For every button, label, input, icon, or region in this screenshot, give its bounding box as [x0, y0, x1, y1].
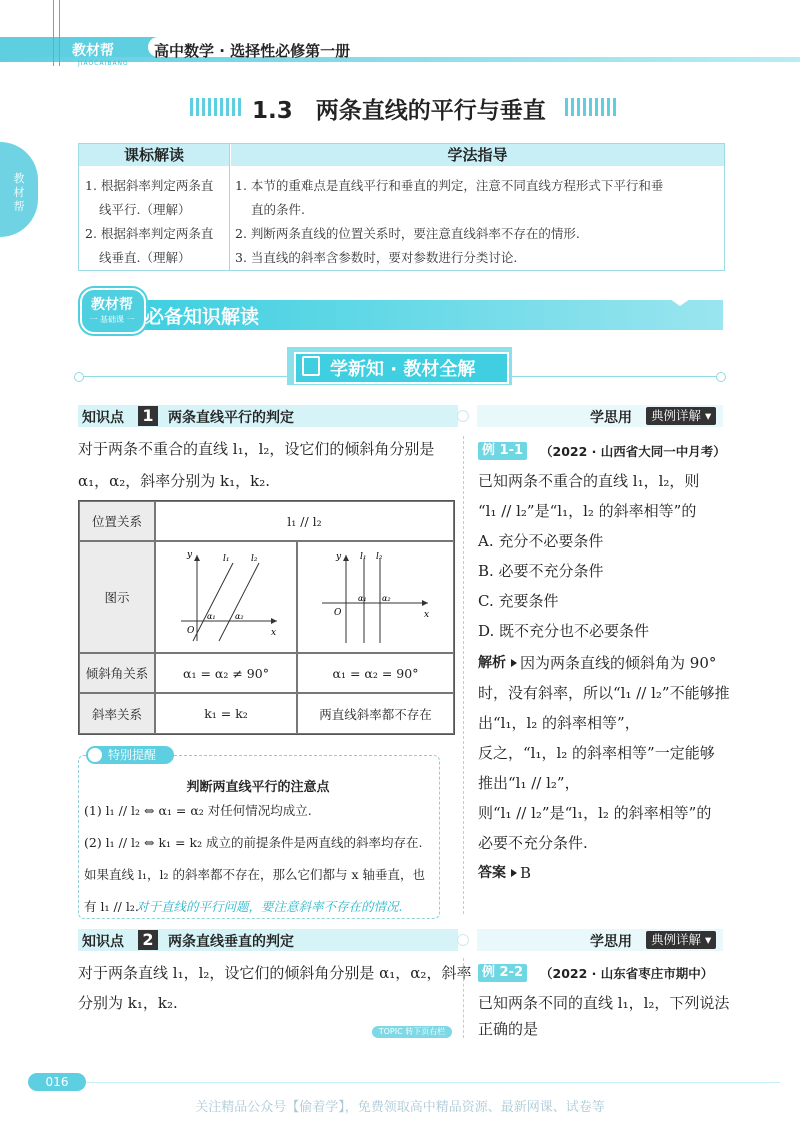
triangle-icon — [511, 869, 517, 877]
brand-sub: JIAOCAIBANG — [78, 60, 129, 67]
ex1-analysis: 则“l₁ // l₂”是“l₁，l₂ 的斜率相等”的 — [478, 804, 712, 822]
ring-icon — [457, 934, 469, 946]
tip-line: 如果直线 l₁，l₂ 的斜率都不存在，那么它们都与 x 轴垂直，也 — [84, 867, 425, 882]
section-title: 1.3 两条直线的平行与垂直 — [252, 98, 546, 124]
lightbulb-icon — [88, 748, 102, 762]
intro-col1-line: 线平行.（理解） — [99, 202, 191, 217]
ex1-badge: 例 1-1 — [478, 442, 527, 460]
kp1-text: 对于两条不重合的直线 l₁，l₂，设它们的倾斜角分别是 — [78, 440, 435, 458]
pin-line — [53, 0, 54, 66]
pt-position-value: l₁ // l₂ — [155, 501, 454, 541]
pt-header-position: 位置关系 — [79, 501, 155, 541]
tip-badge: 特别提醒 — [86, 746, 174, 764]
fig2-x: x — [423, 610, 429, 620]
banner-badge-sub: 一 基础课 一 — [89, 315, 135, 324]
pt-figure-oblique — [155, 541, 297, 653]
ex1-answer: B — [520, 864, 532, 882]
pt-slope-a: k₁ = k₂ — [155, 693, 297, 734]
kp1-num: 1 — [138, 406, 158, 426]
fig1-a1: α₁ — [207, 612, 216, 621]
ex1-analysis: 出“l₁，l₂ 的斜率相等”， — [478, 714, 640, 732]
ex1-analysis: 必要不充分条件. — [478, 834, 588, 852]
ex1-source: （2022 · 山西省大同一中月考） — [540, 444, 726, 459]
kp2-title: 两条直线垂直的判定 — [168, 934, 294, 950]
fig2-a2: α₂ — [381, 594, 391, 603]
pt-header-figure: 图示 — [79, 541, 155, 653]
ex1-option: D. 既不充分也不必要条件 — [478, 622, 650, 640]
fig2-a1: α₁ — [357, 594, 367, 603]
xsy1-badge[interactable]: 典例详解 ▾ — [646, 407, 716, 425]
ex1-analysis: 因为两条直线的倾斜角为 90° — [520, 654, 717, 672]
intro-table — [78, 143, 725, 271]
ex1-analysis: 反之，“l₁，l₂ 的斜率相等”一定能够 — [478, 744, 715, 762]
ex1-question: 已知两条不重合的直线 l₁，l₂，则 — [478, 472, 700, 490]
ex1-question: “l₁ // l₂”是“l₁，l₂ 的斜率相等”的 — [478, 502, 697, 520]
fig2-l2: l₂ — [375, 552, 382, 562]
kp1-title: 两条直线平行的判定 — [168, 410, 294, 426]
kp2-label: 知识点 — [82, 934, 124, 950]
notebook-icon — [302, 356, 320, 376]
ex2-question: 正确的是 — [478, 1020, 539, 1038]
tip-line: 有 l₁ // l₂. — [84, 899, 139, 914]
fig1-a2: α₂ — [235, 612, 244, 621]
ex2-source: （2022 · 山东省枣庄市期中） — [540, 966, 714, 981]
pt-figure-vertical — [297, 541, 454, 653]
intro-col1-line: 1. 根据斜率判定两条直 — [85, 178, 214, 193]
fig2-o: O — [333, 608, 341, 618]
banner-badge-text: 教材帮 — [91, 297, 133, 313]
column-divider — [463, 958, 464, 1038]
intro-col2-line: 直的条件. — [251, 202, 305, 217]
tip-title: 判断两直线平行的注意点 — [186, 780, 330, 795]
vertical-parallel-figure — [316, 549, 436, 645]
next-page-tag: TOPIC 转下页右栏 — [372, 1026, 452, 1038]
banner-title: 必备知识解读 — [145, 306, 260, 328]
ex1-option: B. 必要不充分条件 — [478, 562, 604, 580]
intro-col2-line: 3. 当直线的斜率含参数时，要对参数进行分类讨论. — [235, 250, 518, 265]
ex1-analysis-label: 解析 — [478, 655, 506, 671]
tip-line: (2) l₁ // l₂ ⇔ k₁ = k₂ 成立的前提条件是两直线的斜率均存在. — [84, 835, 423, 850]
intro-col1-line: 线垂直.（理解） — [99, 250, 191, 265]
title-stripe-left — [190, 98, 244, 116]
fig1-l1: l₁ — [223, 554, 230, 564]
pt-angle-a: α₁ = α₂ ≠ 90° — [155, 653, 297, 693]
intro-col2-line: 1. 本节的重难点是直线平行和垂直的判定，注意不同直线方程形式下平行和垂 — [235, 178, 664, 193]
kp2-text: 对于两条直线 l₁，l₂，设它们的倾斜角分别是 α₁，α₂，斜率 — [78, 964, 472, 982]
ex1-analysis: 推出“l₁ // l₂”， — [478, 774, 580, 792]
title-stripe-right — [565, 98, 619, 116]
ex1-analysis: 时，没有斜率，所以“l₁ // l₂”不能够推 — [478, 684, 730, 702]
book-title: 高中数学 · 选择性必修第一册 — [154, 42, 351, 60]
study-line-dot — [716, 372, 726, 382]
kp1-text: α₁，α₂，斜率分别为 k₁，k₂. — [78, 472, 271, 490]
banner-notch — [660, 292, 700, 306]
parallel-table — [78, 500, 455, 735]
footer-promo: 关注精品公众号【偷着学】，免费领取高中精品资源、最新网课、试卷等 — [195, 1100, 605, 1115]
fig1-x: x — [271, 628, 277, 638]
intro-col1-title: 课标解读 — [79, 144, 229, 166]
xsy2-badge[interactable]: 典例详解 ▾ — [646, 931, 716, 949]
ex1-option: A. 充分不必要条件 — [478, 532, 604, 550]
page-number: 016 — [28, 1073, 86, 1091]
triangle-icon — [511, 659, 517, 667]
ex2-badge: 例 2-2 — [478, 964, 527, 982]
intro-col2-line: 2. 判断两条直线的位置关系时，要注意直线斜率不存在的情形. — [235, 226, 580, 241]
kp1-label: 知识点 — [82, 410, 124, 426]
fig2-y: y — [335, 552, 341, 562]
pt-header-slope: 斜率关系 — [79, 693, 155, 734]
study-title: 学新知 · 教材全解 — [330, 359, 476, 380]
ex1-option: C. 充要条件 — [478, 592, 559, 610]
xsy2-label: 学思用 — [590, 934, 632, 950]
pin-line — [59, 0, 60, 66]
pt-angle-b: α₁ = α₂ = 90° — [297, 653, 454, 693]
kp2-text: 分别为 k₁，k₂. — [78, 994, 178, 1012]
study-line-dot — [74, 372, 84, 382]
ring-icon — [457, 410, 469, 422]
column-divider — [463, 436, 464, 914]
brand-logo: 教材帮 — [72, 43, 114, 59]
tip-handwriting: 对于直线的平行问题，要注意斜率不存在的情况. — [136, 899, 403, 914]
footer-line — [80, 1082, 780, 1083]
fig1-o: O — [187, 626, 195, 636]
fig2-l1: l₁ — [359, 552, 366, 562]
xsy1-label: 学思用 — [590, 410, 632, 426]
intro-col2-title: 学法指导 — [231, 144, 724, 166]
ex2-question: 已知两条不同的直线 l₁，l₂，下列说法 — [478, 994, 730, 1012]
pt-slope-b: 两直线斜率都不存在 — [297, 693, 454, 734]
fig1-l2: l₂ — [251, 554, 258, 564]
intro-col1-line: 2. 根据斜率判定两条直 — [85, 226, 214, 241]
fig1-y: y — [187, 550, 193, 560]
oblique-parallel-figure — [171, 549, 281, 645]
side-tab-label: 教材帮 — [13, 172, 25, 213]
tip-line: (1) l₁ // l₂ ⇔ α₁ = α₂ 对任何情况均成立. — [84, 803, 312, 818]
pt-header-angle: 倾斜角关系 — [79, 653, 155, 693]
kp2-num: 2 — [138, 930, 158, 950]
ex1-answer-label: 答案 — [478, 865, 506, 881]
intro-divider — [229, 144, 230, 270]
